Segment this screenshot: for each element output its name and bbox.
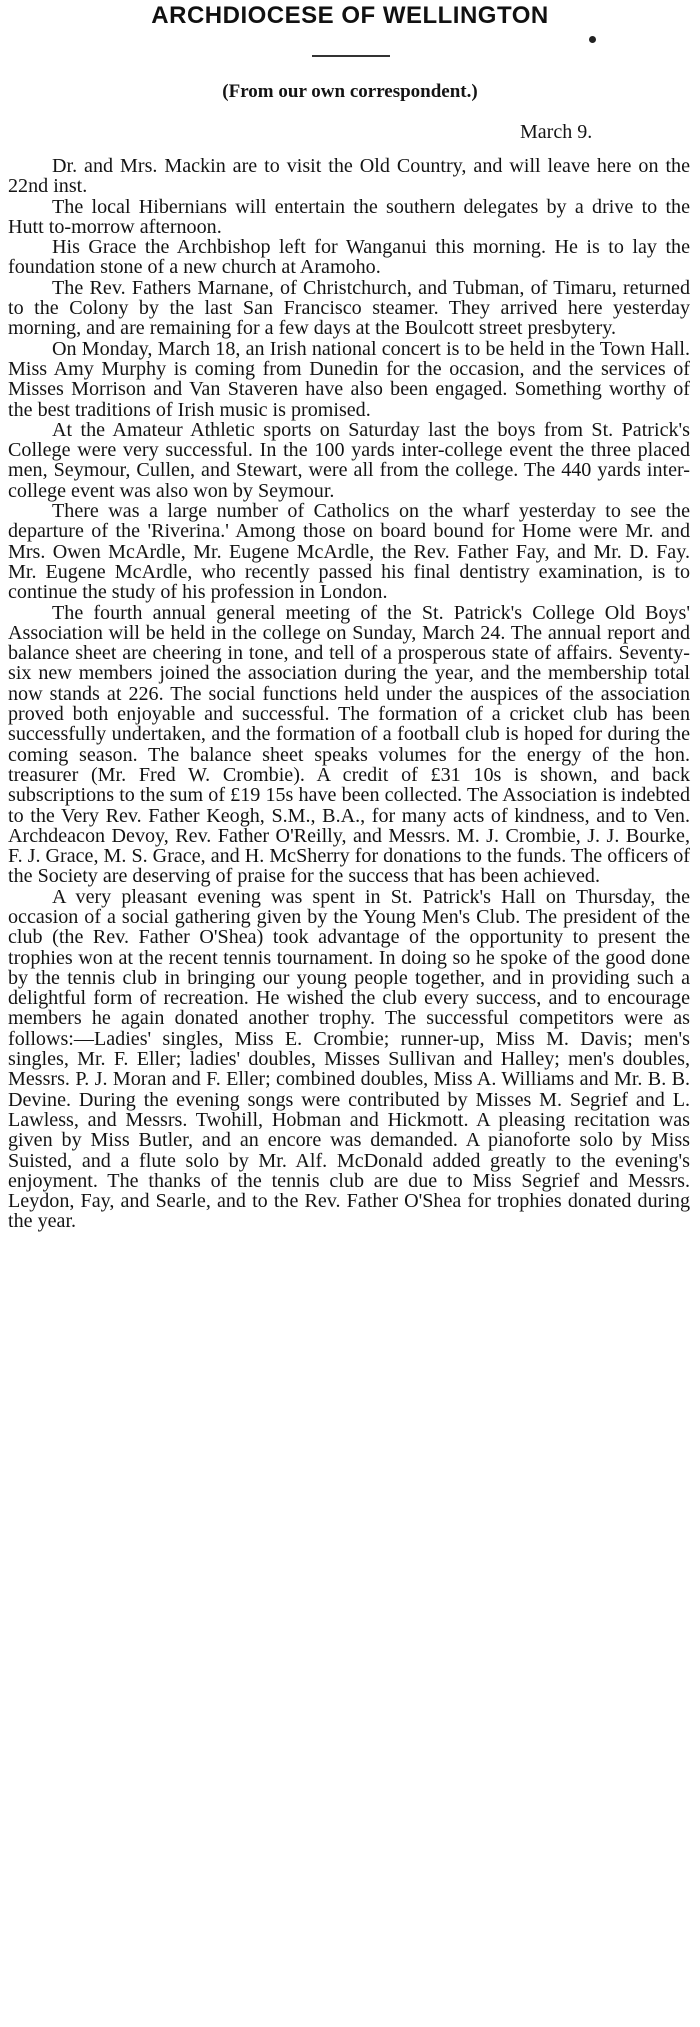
printing-speck: [589, 36, 596, 43]
paragraph-hibernians: The local Hibernians will entertain the southern delegates by a drive to the Hutt to-morrow afternoon.: [8, 195, 690, 238]
paragraph-young-mens-club: A very pleasant evening was spent in St. Patrick's Hall on Thursday, the occasion of a social gathering given by the Young Men's Club. The president of the club (the Rev. Father O'Shea) took advantage of the opportunity to present the trophies won at the recent tennis tournament. In doing so he spoke of the good done by the tennis club in bringing our young people together, and in providing such a delightful form of recreation. He wished the club every success, and to encourage members he again donated another trophy. The successful competitors were as follows:—Ladies' singles, Miss E. Crombie; runner-up, Miss M. Davis; men's singles, Mr. F. Eller; ladies' doubles, Misses Sullivan and Halley; men's doubles, Messrs. P. J. Moran and F. Eller; combined doubles, Miss A. Williams and Mr. B. B. Devine. During the evening songs were contributed by Misses M. Segrief and L. Lawless, and Messrs. Twohill, Hobman and Hickmott. A pleasing recitation was given by Miss Butler, and an encore was demanded. A pianoforte solo by Miss Suisted, and a flute solo by Mr. Alf. McDonald added greatly to the evening's enjoyment. The thanks of the tennis club are due to Miss Segrief and Messrs. Leydon, Fay, and Searle, and to the Rev. Father O'Shea for trophies donated during the year.: [8, 885, 690, 1233]
paragraph-archbishop: His Grace the Archbishop left for Wanganui this morning. He is to lay the foundation stone of a new church at Aramoho.: [8, 236, 690, 279]
paragraph-irish-concert: On Monday, March 18, an Irish national concert is to be held in the Town Hall. Miss Amy Murphy is coming from Dunedin for the occasion, and the services of Misses Morrison and Van Staveren have also been engaged. Something worthy of the best traditions of Irish music is promised.: [8, 337, 690, 421]
article-body: [8, 156, 690, 1232]
paragraph-mackin-visit: Dr. and Mrs. Mackin are to visit the Old Country, and will leave here on the 22nd inst.: [8, 155, 690, 198]
paragraph-riverina-departure: There was a large number of Catholics on the wharf yesterday to see the departure of the 'Riverina.' Among those on board bound for Home were Mr. and Mrs. Owen McArdle, Mr. Eugene McArdle, the Rev. Father Fay, and Mr. D. Fay. Mr. Eugene McArdle, who recently passed his final dentistry examination, is to continue the study of his profession in London.: [8, 500, 690, 604]
paragraph-athletic-sports: At the Amateur Athletic sports on Saturday last the boys from St. Patrick's College were very successful. In the 100 yards inter-college event the three placed men, Seymour, Cullen, and Stewart, were all from the college. The 440 yards inter-college event was also won by Seymour.: [8, 418, 690, 502]
paragraph-fathers-return: The Rev. Fathers Marnane, of Christchurch, and Tubman, of Timaru, returned to the Colony by the last San Francisco steamer. They arrived here yesterday morning, and are remaining for a few days at the Boulcott street presbytery.: [8, 276, 690, 340]
dateline: March 9.: [520, 121, 593, 143]
headline-rule: [312, 55, 390, 57]
byline: (From our own correspondent.): [222, 81, 478, 102]
headline: ARCHDIOCESE OF WELLINGTON: [151, 2, 549, 29]
paragraph-old-boys-meeting: The fourth annual general meeting of the St. Patrick's College Old Boys' Association will be held in the college on Sunday, March 24. The annual report and balance sheet are cheering in tone, and tell of a prosperous state of affairs. Seventy-six new members joined the association during the year, and the membership total now stands at 226. The social functions held under the auspices of the association proved both enjoyable and successful. The formation of a cricket club has been successfully undertaken, and the formation of a football club is hoped for during the coming season. The balance sheet speaks volumes for the energy of the hon. treasurer (Mr. Fred W. Crombie). A credit of £31 10s is shown, and back subscriptions to the sum of £19 15s have been collected. The Association is indebted to the Very Rev. Father Keogh, S.M., B.A., for many acts of kindness, and to Ven. Archdeacon Devoy, Rev. Father O'Reilly, and Messrs. M. J. Crombie, J. J. Bourke, F. J. Grace, M. S. Grace, and H. McSherry for donations to the funds. The officers of the Society are deserving of praise for the success that has been achieved.: [8, 601, 690, 888]
